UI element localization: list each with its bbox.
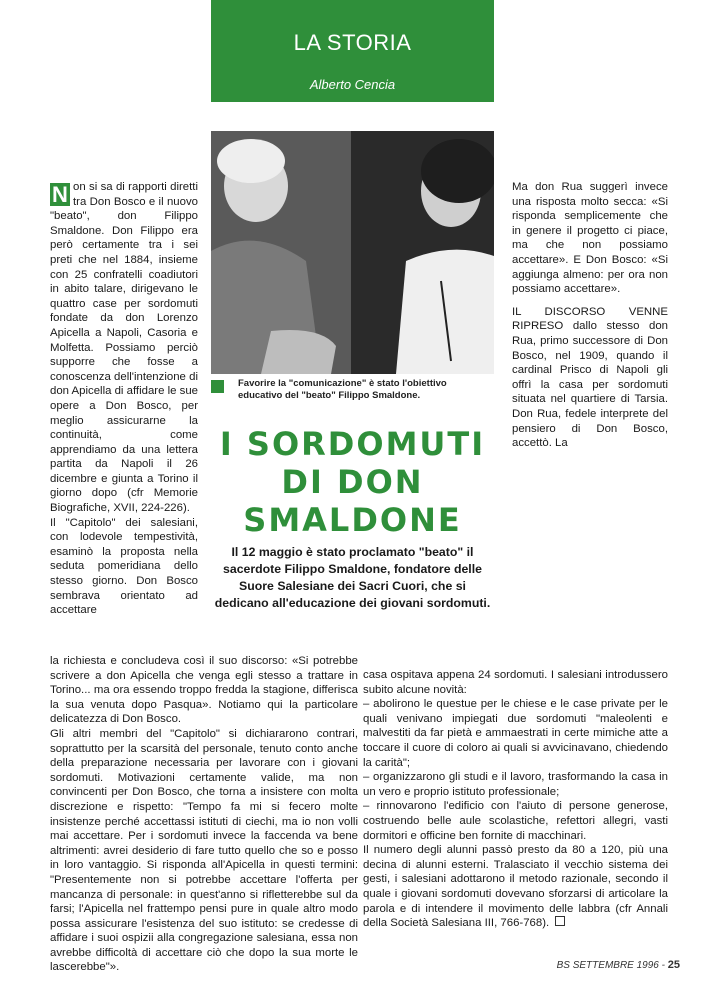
section-title: LA STORIA [293, 30, 412, 55]
caption-marker [211, 380, 224, 393]
paragraph-don-rua: Ma don Rua suggerì invece una risposta molto secca: «Si risponda semplicemente che in genere il progetto ci piace, ma che non possiamo accettare». E Don Bosco: «Si aggiunga almeno: per ora non possiamo accettare». [512, 181, 668, 296]
headline [211, 425, 494, 539]
paragraph-altri-membri: Gli altri membri del "Capitolo" si dichiararono contrari, soprattutto per la scarsità del personale, tenuto conto anche della preparazione necessaria per lavorare con i giovani sordomuti. Motivazioni certamente valide, ma non convincenti per Don Bosco, che torna a insistere con molta discrezione e rispetto: "Tempo fa mi si fecero molte insistenze perché accettassi istituti di ciechi, ma io non volli mai accettare. Per i sordomuti invece la faccenda va bene altrimenti: avrei desiderio di fare tutto quello che so e posso in loro vantaggio. Si risponda all'Apicella in questi termini: "Presentemente non si potrebbe accettare l'offerta per mancanza di personale: in quest'anno si rifletterebbe sul da farsi; l'Apicella nel frattempo pensi pure in quale altro modo possa assicurare l'esistenza del suo istituto: se credesse di affidare i suoi ospizii alla congregazione salesiana, essa non avrebbe difficoltà di accettare ciò che dopo la sua morte le lascerebbe"». [50, 727, 358, 974]
paragraph-alunni-text: Il numero degli alunni passò presto da 80 a 120, più una decina di alunni esterni. Tralasciato il vecchio sistema dei gesti, i salesiani adottarono il metodo razionale, secondo il quale i giovani sordomuti dovevano sforzarsi di articolare la parola e di intendere il movimento delle labbra (cfr Annali della Società Salesiana III, 766-768). [363, 844, 668, 930]
paragraph-intro-text: on si sa di rapporti diretti tra Don Bosco e il nuovo "beato", don Filippo Smaldone. Don Filippo era però certamente tra i sei preti che nel 1884, insieme con 25 confratelli coadiutori in abito talare, dirigevano le quattro case per sordomuti fondate da don Lorenzo Apicella a Napoli, Casoria e Molfetta. Possiamo perciò supporre che fosse a conoscenza dell'intenzione di don Apicella di affidare le sue opere a Don Bosco, per meglio assicurarne la continuità, come apprendiamo da una lettera partita da Napoli il 26 dicembre e giunta a Torino il giorno dopo (cfr Memorie Biografiche, XVII, 224-226). [50, 181, 198, 515]
column-right-bottom [363, 668, 668, 931]
article-photo [211, 131, 494, 374]
photo-caption: Favorire la "comunicazione" è stato l'obiettivo educativo del "beato" Filippo Smaldone. [238, 378, 447, 401]
paragraph-richiesta: la richiesta e concludeva così il suo discorso: «Si potrebbe scrivere a don Apicella che venga egli stesso a trattare in Torino... ma ora essendo troppo fredda la stagione, differisca la sua venuta dopo Pasqua». Notiamo qui la particolare delicatezza di Don Bosco. [50, 655, 358, 726]
page-number: 25 [667, 959, 680, 971]
paragraph-discorso-text: dallo stesso don Rua, primo successore di Don Bosco, nel 1909, quando il cardinal Prisco di Napoli gli offrì la casa per sordomuti situata nel quartiere di Tarsia. Don Rua, fedele interprete del pensiero di Don Bosco, accettò. La [512, 320, 668, 450]
column-left-top [50, 180, 198, 618]
paragraph-alunni [363, 843, 668, 931]
paragraph-studi: – organizzarono gli studi e il lavoro, trasformando la casa in un vero e proprio istituto professionale; [363, 771, 668, 798]
headline-line-1: I SORDOMUTI [219, 425, 486, 463]
end-mark-icon [555, 916, 565, 926]
paragraph-edificio: – rinnovarono l'edificio con l'aiuto di persone generose, costruendo belle aule scolastiche, refettori allegri, vasti dormitori e officine ben fornite di macchinari. [363, 800, 668, 842]
page-footer [540, 959, 680, 971]
paragraph-capitolo: Il "Capitolo" dei salesiani, con lodevole tempestività, esaminò la proposta nella seduta pomeridiana dello stesso giorno. Don Bosco sembrava orientato ad accettare [50, 516, 198, 617]
paragraph-questue: – abolirono le questue per le chiese e le case private per le quali venivano impiegati due sordomuti "maleolenti e malvestiti da far pietà e ammaestrati in certe mimiche atte a toccare il cuore di coloro ai quali si avvicinavano, chiedendo la carità"; [363, 698, 668, 769]
paragraph-intro [50, 180, 198, 516]
paragraph-discorso [512, 305, 668, 451]
paragraph-discorso-lead: IL DISCORSO VENNE RIPRESO [512, 305, 668, 333]
photo-illustration [211, 131, 494, 374]
paragraph-casa: casa ospitava appena 24 sordomuti. I salesiani introdussero subito alcune novità: [363, 669, 668, 696]
author-name: Alberto Cencia [309, 77, 396, 92]
column-left-bottom [50, 654, 358, 975]
column-right-top [512, 180, 668, 451]
article-deck: Il 12 maggio è stato proclamato "beato" il sacerdote Filippo Smaldone, fondatore delle Suore Salesiane dei Sacri Cuori, che si dedicano all'educazione dei giovani sordomuti. [214, 545, 491, 610]
footer-label: BS SETTEMBRE 1996 - [556, 960, 665, 971]
headline-line-2: DI DON [281, 463, 424, 501]
drop-cap: N [50, 183, 70, 206]
headline-line-3: SMALDONE [243, 501, 462, 539]
